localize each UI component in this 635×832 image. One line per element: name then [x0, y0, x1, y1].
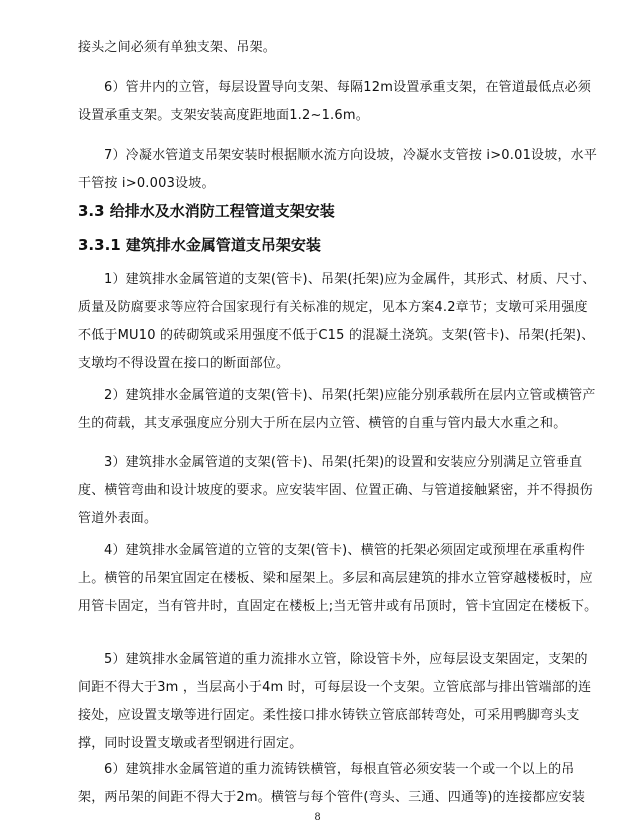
paragraph-item-3-installation: 3）建筑排水金属管道的支架(管卡)、吊架(托架)的设置和安装应分别满足立管垂直度、横管弯曲和设计坡度的要求。应安装牢固、位置正确、与管道接触紧密，并不得损伤管道外表面。 — [78, 455, 593, 526]
section-heading: 3.3 给排水及水消防工程管道支架安装 — [78, 202, 335, 220]
paragraph-item-5-vertical-drain: 5）建筑排水金属管道的重力流排水立管，除设管卡外，应每层设支架固定，支架的间距不得大于3m ，当层高小于4m 时，可每层设一个支架。立管底部与排出管端部的连接处，应设置支墩等进行固定。柔性接口排水铸铁立管底部转弯处，可采用鸭脚弯头支撑，同时设置支墩或者型钢进行固定。 — [78, 652, 592, 751]
subsection-heading: 3.3.1 建筑排水金属管道支吊架安装 — [78, 236, 321, 254]
paragraph-item-2-loads: 2）建筑排水金属管道的支架(管卡)、吊架(托架)应能分别承载所在层内立管或横管产生的荷载，其支承强度应分别大于所在层内立管、横管的自重与管内最大水重之和。 — [78, 388, 596, 431]
page-number: 8 — [314, 812, 321, 823]
paragraph-continuation: 接头之间必须有单独支架、吊架。 — [78, 40, 277, 55]
paragraph-item-6-vertical-pipe: 6）管井内的立管，每层设置导向支架、每隔12m设置承重支架，在管道最低点必须设置承重支架。支架安装高度距地面1.2~1.6m。 — [78, 80, 592, 123]
paragraph-item-4-fixing: 4）建筑排水金属管道的立管的支架(管卡)、横管的托架必须固定或预埋在承重构件上。横管的吊架宜固定在楼板、梁和屋架上。多层和高层建筑的排水立管穿越楼板时，应用管卡固定，当有管井时，直固定在楼板上;当无管井或有吊顶时，管卡宜固定在楼板下。 — [78, 543, 598, 614]
paragraph-item-1-materials: 1）建筑排水金属管道的支架(管卡)、吊架(托架)应为金属件，其形式、材质、尺寸、质量及防腐要求等应符合国家现行有关标准的规定，见本方案4.2章节；支墩可采用强度不低于MU10 的砖砌筑或采用强度不低于C15 的混凝土浇筑。支架(管卡)、吊架(托架)、支墩均不得设置在接口的断面部位。 — [78, 272, 596, 371]
paragraph-item-6-horizontal-cast-iron: 6）建筑排水金属管道的重力流铸铁横管，每根直管必须安装一个或一个以上的吊架，两吊架的间距不得大于2m。横管与每个管件(弯头、三通、四通等)的连接都应安装 — [78, 762, 586, 805]
paragraph-item-7-condensate: 7）冷凝水管道支吊架安装时根据顺水流方向设坡，冷凝水支管按 i>0.01设坡，水平干管按 i>0.003设坡。 — [78, 148, 598, 191]
